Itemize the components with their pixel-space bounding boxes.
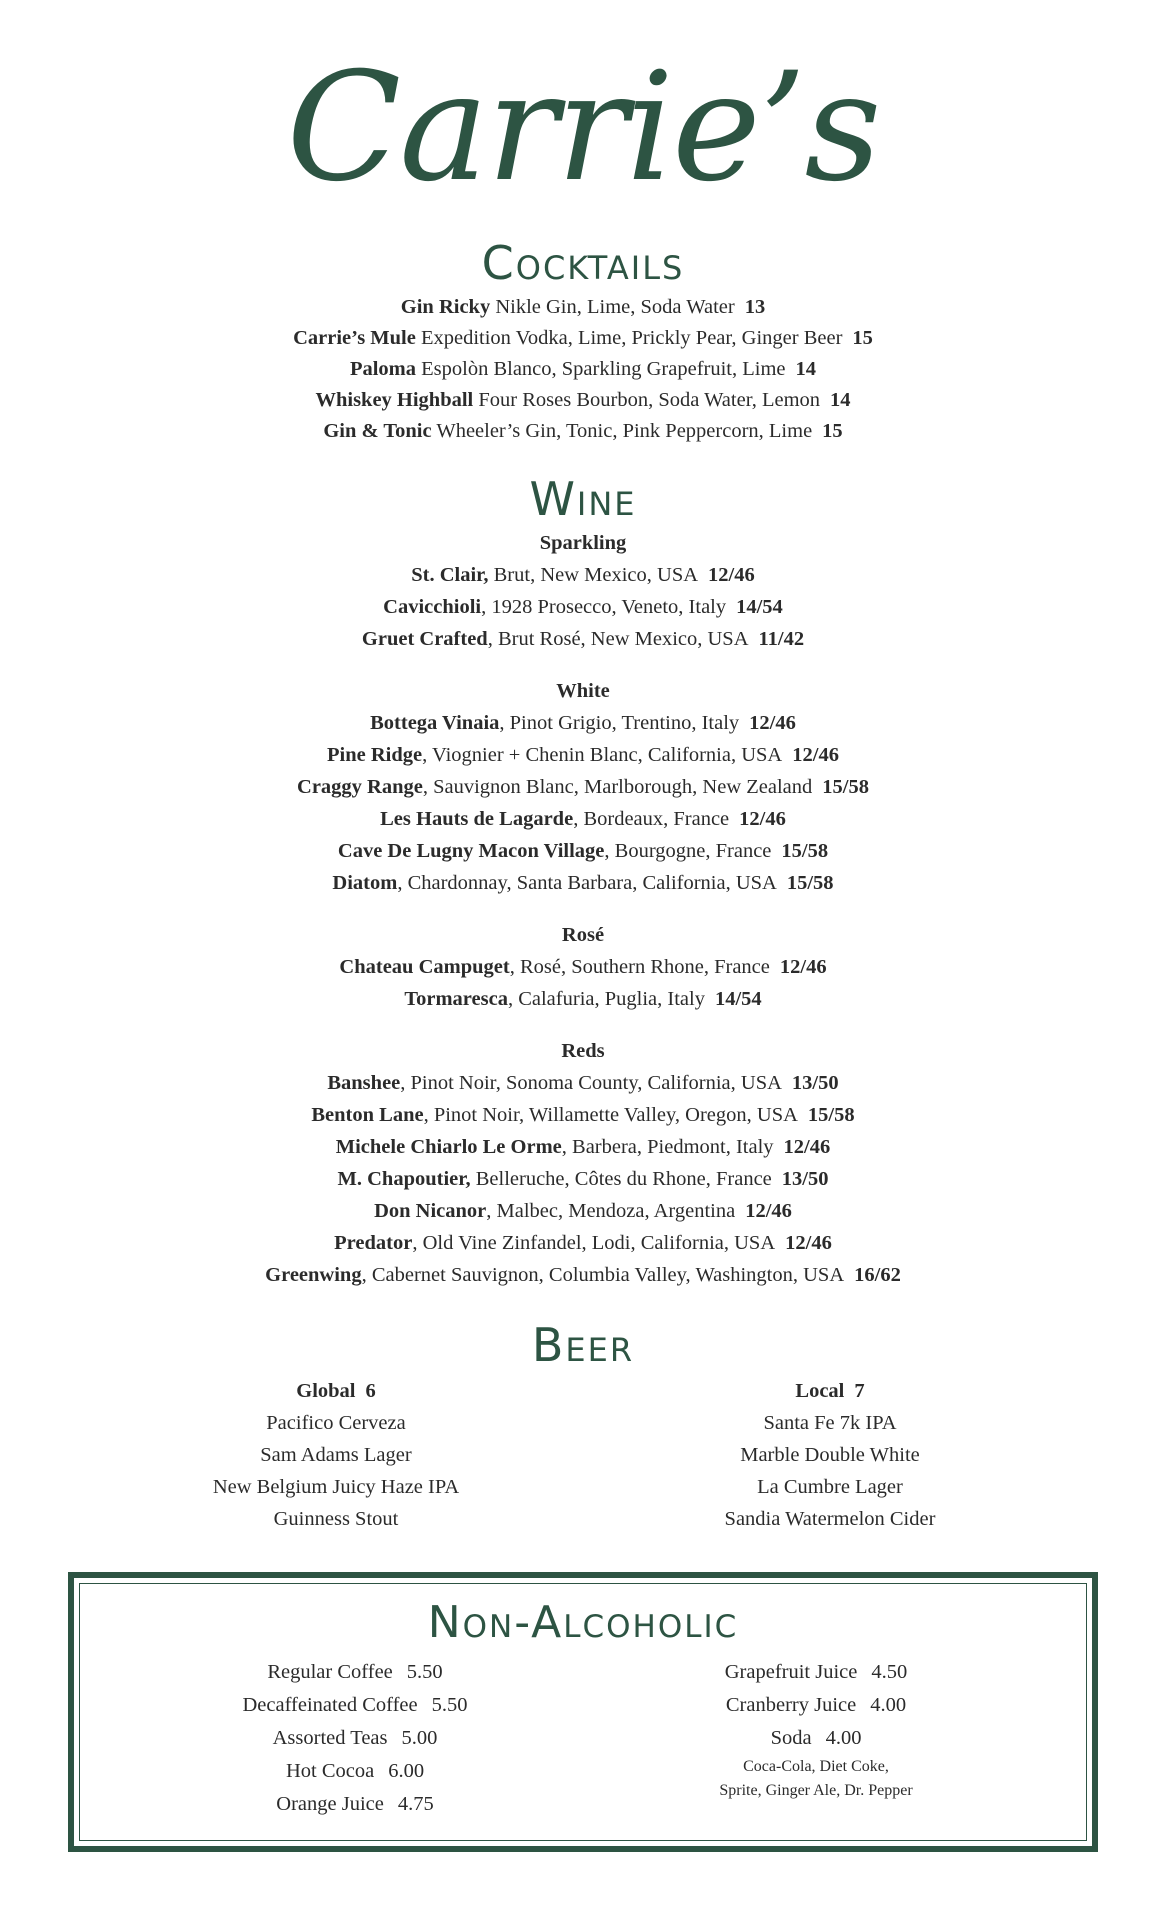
item-name: Orange Juice bbox=[276, 1793, 384, 1815]
na-item bbox=[215, 1689, 495, 1722]
item-price: 6.00 bbox=[388, 1760, 425, 1782]
wine-item bbox=[0, 835, 1166, 867]
beer-item: Pacifico Cerveza bbox=[266, 1412, 406, 1434]
item-price: 13/50 bbox=[791, 1072, 839, 1094]
wine-group-reds bbox=[0, 1035, 1166, 1291]
item-name: Predator bbox=[334, 1232, 413, 1254]
cocktail-item bbox=[0, 385, 1166, 416]
item-price: 5.50 bbox=[431, 1694, 468, 1716]
item-price: 12/46 bbox=[749, 712, 796, 734]
item-name: Les Hauts de Lagarde bbox=[380, 808, 574, 830]
item-name: Cave De Lugny Macon Village bbox=[337, 840, 605, 862]
wine-group-heading: Sparkling bbox=[539, 532, 627, 554]
wine-item bbox=[0, 1099, 1166, 1131]
item-desc: , Chardonnay, Santa Barbara, California, USA bbox=[397, 872, 777, 894]
brand-logo: Carrie’s bbox=[286, 41, 880, 215]
wine-item bbox=[0, 867, 1166, 899]
wine-list bbox=[0, 527, 1166, 1291]
item-price: 13 bbox=[744, 296, 766, 318]
na-item bbox=[676, 1722, 956, 1755]
na-item bbox=[215, 1656, 495, 1689]
item-name: St. Clair, bbox=[411, 564, 489, 586]
cocktail-item bbox=[0, 323, 1166, 354]
wine-item bbox=[0, 983, 1166, 1015]
item-price: 12/46 bbox=[739, 808, 786, 830]
item-name: Cavicchioli bbox=[383, 596, 482, 618]
beer-item: Marble Double White bbox=[740, 1444, 920, 1466]
na-item bbox=[676, 1656, 956, 1689]
item-price: 15/58 bbox=[786, 872, 834, 894]
item-name: Decaffeinated Coffee bbox=[242, 1694, 418, 1716]
item-name: M. Chapoutier, bbox=[337, 1168, 471, 1190]
wine-item bbox=[0, 1227, 1166, 1259]
item-price: 12/46 bbox=[792, 744, 839, 766]
cocktail-item bbox=[0, 354, 1166, 385]
item-price: 12/46 bbox=[745, 1200, 792, 1222]
item-name: Carrie’s Mule bbox=[293, 327, 416, 349]
item-name: Regular Coffee bbox=[267, 1661, 393, 1683]
wine-group-heading: White bbox=[556, 680, 610, 702]
item-name: Grapefruit Juice bbox=[724, 1661, 858, 1683]
cocktails-section bbox=[0, 234, 1166, 447]
beer-heading-price: 6 bbox=[365, 1380, 376, 1402]
item-name: Michele Chiarlo Le Orme bbox=[335, 1136, 562, 1158]
item-price: 15/58 bbox=[807, 1104, 855, 1126]
wine-group-rose bbox=[0, 919, 1166, 1015]
wine-item bbox=[0, 707, 1166, 739]
non-alcoholic-left-column bbox=[215, 1656, 495, 1821]
item-name: Diatom bbox=[332, 872, 398, 894]
item-price: 12/46 bbox=[783, 1136, 831, 1158]
soda-note-line: Coca-Cola, Diet Coke, bbox=[743, 1758, 889, 1775]
beer-group-heading bbox=[680, 1375, 980, 1407]
item-desc: , Cabernet Sauvignon, Columbia Valley, Washington, USA bbox=[361, 1264, 845, 1286]
item-desc: Wheeler’s Gin, Tonic, Pink Peppercorn, Lime bbox=[436, 420, 813, 442]
item-desc: Four Roses Bourbon, Soda Water, Lemon bbox=[478, 389, 821, 411]
wine-item bbox=[0, 559, 1166, 591]
item-name: Hot Cocoa bbox=[285, 1760, 375, 1782]
item-desc: , Calafuria, Puglia, Italy bbox=[507, 988, 705, 1010]
item-price: 5.50 bbox=[406, 1661, 443, 1683]
item-price: 16/62 bbox=[854, 1264, 901, 1286]
item-price: 4.00 bbox=[870, 1694, 907, 1716]
beer-item: Guinness Stout bbox=[273, 1508, 399, 1530]
item-desc: , 1928 Prosecco, Veneto, Italy bbox=[481, 596, 727, 618]
wine-item bbox=[0, 771, 1166, 803]
wine-item bbox=[0, 1195, 1166, 1227]
non-alcoholic-title: Non-Alcoholic bbox=[427, 1597, 739, 1648]
item-name: Assorted Teas bbox=[272, 1727, 388, 1749]
cocktail-list bbox=[0, 292, 1166, 447]
wine-item bbox=[0, 951, 1166, 983]
cocktails-title: Cocktails bbox=[481, 236, 685, 290]
item-desc: , Brut Rosé, New Mexico, USA bbox=[487, 628, 749, 650]
item-desc: , Sauvignon Blanc, Marlborough, New Zealand bbox=[422, 776, 813, 798]
wine-item bbox=[0, 1259, 1166, 1291]
beer-section bbox=[0, 1317, 1166, 1535]
wine-section bbox=[0, 471, 1166, 1291]
item-name: Craggy Range bbox=[297, 776, 423, 798]
beer-item: Santa Fe 7k IPA bbox=[763, 1412, 897, 1434]
beer-item: Sandia Watermelon Cider bbox=[724, 1508, 936, 1530]
item-name: Don Nicanor bbox=[374, 1200, 487, 1222]
na-item bbox=[215, 1755, 495, 1788]
wine-item bbox=[0, 1163, 1166, 1195]
item-desc: , Viognier + Chenin Blanc, California, USA bbox=[422, 744, 783, 766]
wine-item bbox=[0, 1067, 1166, 1099]
item-price: 12/46 bbox=[785, 1232, 832, 1254]
wine-group-white bbox=[0, 675, 1166, 899]
item-desc: , Pinot Grigio, Trentino, Italy bbox=[499, 712, 740, 734]
wine-group-heading: Reds bbox=[561, 1040, 605, 1062]
item-desc: , Pinot Noir, Sonoma County, California, USA bbox=[400, 1072, 782, 1094]
soda-note-line: Sprite, Ginger Ale, Dr. Pepper bbox=[719, 1782, 913, 1799]
item-name: Greenwing bbox=[265, 1264, 362, 1286]
item-desc: Nikle Gin, Lime, Soda Water bbox=[495, 296, 735, 318]
item-name: Benton Lane bbox=[311, 1104, 424, 1126]
item-desc: , Bourgogne, France bbox=[604, 840, 772, 862]
beer-item: La Cumbre Lager bbox=[757, 1476, 903, 1498]
item-name: Tormaresca bbox=[404, 988, 508, 1010]
item-price: 4.00 bbox=[825, 1727, 862, 1749]
item-price: 4.75 bbox=[397, 1793, 434, 1815]
wine-item bbox=[0, 623, 1166, 655]
item-name: Soda bbox=[770, 1727, 812, 1749]
item-price: 14 bbox=[830, 389, 851, 411]
beer-local-column bbox=[680, 1375, 980, 1535]
item-name: Chateau Campuget bbox=[339, 956, 510, 978]
beer-title: Beer bbox=[531, 1318, 635, 1372]
item-price: 15 bbox=[822, 420, 843, 442]
wine-item bbox=[0, 591, 1166, 623]
item-name: Whiskey Highball bbox=[315, 389, 474, 411]
item-name: Pine Ridge bbox=[327, 744, 423, 766]
non-alcoholic-inner-border bbox=[79, 1583, 1087, 1841]
item-desc: Belleruche, Côtes du Rhone, France bbox=[470, 1168, 772, 1190]
item-name: Paloma bbox=[349, 358, 417, 380]
cocktail-item bbox=[0, 292, 1166, 323]
item-desc: , Pinot Noir, Willamette Valley, Oregon, USA bbox=[423, 1104, 798, 1126]
item-desc: , Malbec, Mendoza, Argentina bbox=[486, 1200, 736, 1222]
item-price: 15 bbox=[852, 327, 873, 349]
item-price: 15/58 bbox=[822, 776, 869, 798]
item-desc: , Barbera, Piedmont, Italy bbox=[561, 1136, 774, 1158]
beer-group-heading bbox=[186, 1375, 486, 1407]
item-desc: Brut, New Mexico, USA bbox=[488, 564, 699, 586]
na-item bbox=[215, 1788, 495, 1821]
beer-heading-label: Global bbox=[296, 1380, 356, 1402]
beer-item: New Belgium Juicy Haze IPA bbox=[212, 1476, 460, 1498]
item-price: 14/54 bbox=[714, 988, 762, 1010]
item-price: 12/46 bbox=[708, 564, 755, 586]
beer-columns bbox=[0, 1375, 1166, 1535]
item-price: 12/46 bbox=[779, 956, 827, 978]
wine-item bbox=[0, 739, 1166, 771]
item-name: Bottega Vinaia bbox=[370, 712, 500, 734]
item-price: 5.00 bbox=[401, 1727, 438, 1749]
item-name: Cranberry Juice bbox=[725, 1694, 857, 1716]
item-name: Gin Ricky bbox=[400, 296, 491, 318]
cocktail-item bbox=[0, 416, 1166, 447]
beer-heading-price: 7 bbox=[854, 1380, 865, 1402]
beer-global-column bbox=[186, 1375, 486, 1535]
item-desc: , Bordeaux, France bbox=[573, 808, 730, 830]
item-desc: Expedition Vodka, Lime, Prickly Pear, Ginger Beer bbox=[420, 327, 843, 349]
item-name: Gin & Tonic bbox=[323, 420, 432, 442]
non-alcoholic-right-column bbox=[676, 1656, 956, 1821]
item-desc: Espolòn Blanco, Sparkling Grapefruit, Lime bbox=[421, 358, 786, 380]
item-price: 13/50 bbox=[781, 1168, 829, 1190]
non-alcoholic-columns bbox=[80, 1656, 1086, 1821]
item-price: 15/58 bbox=[781, 840, 829, 862]
item-price: 4.50 bbox=[871, 1661, 908, 1683]
beer-item: Sam Adams Lager bbox=[260, 1444, 412, 1466]
wine-item bbox=[0, 1131, 1166, 1163]
na-item bbox=[676, 1689, 956, 1722]
wine-item bbox=[0, 803, 1166, 835]
item-price: 11/42 bbox=[758, 628, 805, 650]
non-alcoholic-box bbox=[68, 1572, 1098, 1852]
beer-heading-label: Local bbox=[795, 1380, 845, 1402]
wine-title: Wine bbox=[529, 472, 637, 526]
wine-group-heading: Rosé bbox=[561, 924, 605, 946]
wine-group-sparkling bbox=[0, 527, 1166, 655]
na-item bbox=[215, 1722, 495, 1755]
item-desc: , Rosé, Southern Rhone, France bbox=[509, 956, 770, 978]
item-desc: , Old Vine Zinfandel, Lodi, California, USA bbox=[412, 1232, 776, 1254]
item-price: 14/54 bbox=[736, 596, 783, 618]
item-name: Gruet Crafted bbox=[361, 628, 488, 650]
item-name: Banshee bbox=[327, 1072, 401, 1094]
item-price: 14 bbox=[795, 358, 817, 380]
